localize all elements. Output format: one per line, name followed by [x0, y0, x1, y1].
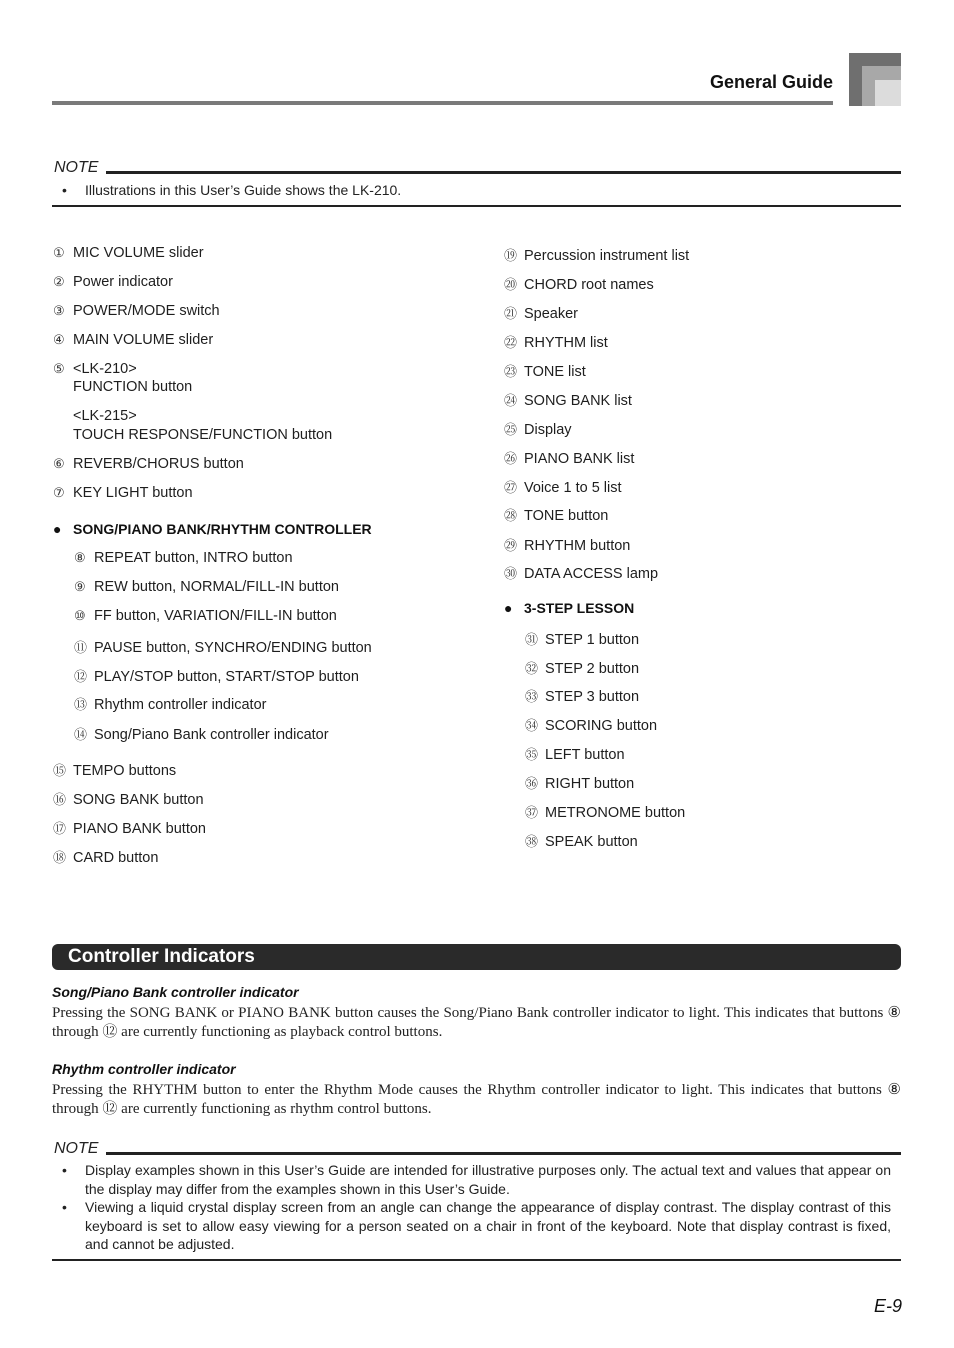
- item-label: Percussion instrument list: [524, 248, 690, 264]
- item-label: PLAY/STOP button, START/STOP button: [94, 669, 359, 685]
- list-item: [525, 802, 685, 821]
- item-label: STEP 2 button: [545, 661, 640, 677]
- header-rule: [52, 101, 833, 105]
- item-number: ④: [53, 332, 65, 347]
- item-label: Song/Piano Bank controller indicator: [94, 727, 329, 743]
- bullet-icon: ●: [53, 521, 62, 537]
- item-number: ⑨: [74, 579, 86, 594]
- note-bottom-rule: [52, 205, 901, 207]
- item-number: ㉔: [504, 393, 518, 408]
- subsection-heading: Song/Piano Bank controller indicator: [52, 984, 299, 1000]
- note-bullet-text: Viewing a liquid crystal display screen from an angle can change the appearance of display contrast. The display contrast of this keyboard is set to allow easy viewing for a person seated on a chair in front of the keyboard. Note that display contrast is fixed, and cannot be adjusted.: [85, 1199, 891, 1252]
- paragraph: Pressing the RHYTHM button to enter the Rhythm Mode causes the Rhythm controller indicator to light. This indicates that buttons ⑧ through ⑫ are currently functioning as rhythm control buttons.: [52, 1082, 901, 1117]
- item-label: Rhythm controller indicator: [94, 697, 267, 713]
- item-number: ⑳: [504, 277, 518, 292]
- item-number: ㉖: [504, 451, 518, 466]
- paragraph: Pressing the SONG BANK or PIANO BANK button causes the Song/Piano Bank controller indicator to light. This indicates that buttons ⑧ through ⑫ are currently functioning as playback control buttons.: [52, 1005, 901, 1040]
- item-number: ⑲: [504, 248, 518, 263]
- item-label: CARD button: [73, 850, 159, 866]
- group-heading: [53, 521, 372, 537]
- list-item: [53, 456, 244, 472]
- item-number: ㉗: [504, 480, 518, 495]
- item-number: ㉛: [525, 632, 539, 647]
- item-label: MAIN VOLUME slider: [73, 332, 214, 348]
- item-number: ㉙: [504, 538, 518, 553]
- item-number: ㉘: [504, 508, 518, 523]
- item-label: REW button, NORMAL/FILL-IN button: [94, 579, 339, 595]
- item-number: ㉓: [504, 364, 518, 379]
- note-label: NOTE: [54, 1140, 99, 1157]
- group-heading: [504, 600, 634, 616]
- item-label: Speaker: [524, 306, 579, 322]
- item-number: ⑮: [53, 763, 67, 778]
- group-heading-text: 3-STEP LESSON: [524, 600, 635, 616]
- list-item: [53, 760, 176, 779]
- item-label: CHORD root names: [524, 277, 654, 293]
- page-header-title: General Guide: [709, 72, 833, 92]
- item-label: DATA ACCESS lamp: [524, 566, 659, 582]
- list-item: [504, 535, 630, 554]
- item-number: ㉑: [504, 306, 518, 321]
- item-number: ㉞: [525, 718, 539, 733]
- list-item: [74, 666, 359, 685]
- list-item: [53, 818, 206, 837]
- item-continuation: <LK-215>: [73, 408, 137, 424]
- item-number: ③: [53, 303, 65, 318]
- corner-tab-decoration-light: [875, 80, 901, 106]
- note-label: NOTE: [54, 159, 99, 176]
- item-label: Voice 1 to 5 list: [524, 480, 622, 496]
- note-bullet: [62, 181, 892, 200]
- item-label: STEP 1 button: [545, 632, 640, 648]
- item-label: TONE button: [524, 508, 609, 524]
- bullet-icon: ●: [504, 600, 513, 616]
- note-bullet-text: Illustrations in this User’s Guide shows the LK-210.: [85, 182, 402, 198]
- section-title: Controller Indicators: [68, 946, 255, 967]
- item-number: ⑬: [74, 697, 88, 712]
- item-number: ⑧: [74, 550, 86, 565]
- item-number: ㉕: [504, 422, 518, 437]
- item-number: ㊳: [525, 834, 539, 849]
- item-label: RHYTHM list: [524, 335, 608, 351]
- item-label: KEY LIGHT button: [73, 485, 193, 501]
- list-item: [504, 332, 608, 351]
- list-item: [525, 744, 625, 763]
- list-item: [53, 303, 220, 319]
- item-number: ②: [53, 274, 65, 289]
- list-item: [525, 715, 657, 734]
- item-number: ㉜: [525, 661, 539, 676]
- item-continuation: FUNCTION button: [73, 379, 193, 395]
- list-item: [53, 274, 173, 290]
- item-label: PAUSE button, SYNCHRO/ENDING button: [94, 640, 372, 656]
- item-label: REPEAT button, INTRO button: [94, 550, 293, 566]
- item-number: ①: [53, 245, 65, 260]
- item-number: ㉚: [504, 566, 518, 581]
- item-label: RIGHT button: [545, 776, 635, 792]
- item-number: ⑰: [53, 821, 67, 836]
- note-top-rule: [106, 171, 901, 174]
- item-number: ⑯: [53, 792, 67, 807]
- list-item: [53, 485, 193, 501]
- item-label: TONE list: [524, 364, 586, 380]
- group-heading-text: SONG/PIANO BANK/RHYTHM CONTROLLER: [73, 521, 372, 537]
- note-bottom-rule: [52, 1259, 901, 1261]
- list-item: [74, 637, 372, 656]
- item-label: MIC VOLUME slider: [73, 245, 204, 261]
- item-label: SONG BANK list: [524, 393, 632, 409]
- list-item: [74, 724, 329, 743]
- list-item: [53, 847, 158, 866]
- item-label: POWER/MODE switch: [73, 303, 220, 319]
- item-number: ⑦: [53, 485, 65, 500]
- bullet-dot: •: [62, 182, 67, 198]
- page-number: E-9: [873, 1296, 902, 1316]
- item-label: LEFT button: [545, 747, 625, 763]
- list-item: [504, 390, 632, 409]
- list-item: [74, 579, 339, 595]
- item-number: ⑥: [53, 456, 65, 471]
- list-item: [74, 694, 266, 713]
- note-bullet: [62, 1198, 891, 1254]
- item-number: ⑪: [74, 640, 88, 655]
- item-label: METRONOME button: [545, 805, 686, 821]
- item-label: TEMPO buttons: [73, 763, 177, 779]
- list-item: [504, 361, 586, 380]
- list-item: [504, 419, 572, 438]
- note-top-rule: [106, 1152, 901, 1155]
- list-item: [504, 448, 634, 467]
- item-number: ㉟: [525, 747, 539, 762]
- item-label: Power indicator: [73, 274, 173, 290]
- list-item: [525, 658, 639, 677]
- item-number: ⑩: [74, 608, 86, 623]
- bullet-dot: •: [62, 1199, 67, 1215]
- item-number: ⑭: [74, 727, 88, 742]
- list-item: [53, 245, 204, 261]
- item-number: ㉝: [525, 689, 539, 704]
- item-label: SONG BANK button: [73, 792, 204, 808]
- list-item: [504, 303, 578, 322]
- note-bullet-text: Display examples shown in this User’s Guide are intended for illustrative purposes only. The actual text and values that appear on the display may differ from the examples shown in this User’s Guide.: [85, 1162, 891, 1197]
- item-label: SPEAK button: [545, 834, 638, 850]
- item-number: ㊱: [525, 776, 539, 791]
- item-number: ㉒: [504, 335, 518, 350]
- subsection-heading: Rhythm controller indicator: [52, 1061, 236, 1077]
- list-item: [53, 361, 137, 377]
- list-item: [504, 274, 654, 293]
- item-number: ㊲: [525, 805, 539, 820]
- list-item: [525, 773, 634, 792]
- item-number: ⑫: [74, 669, 88, 684]
- list-item: [74, 550, 293, 566]
- item-continuation: TOUCH RESPONSE/FUNCTION button: [73, 427, 333, 443]
- list-item: [53, 332, 213, 348]
- item-number: ⑤: [53, 361, 65, 376]
- list-item: [74, 608, 337, 624]
- list-item: [525, 686, 639, 705]
- item-label: RHYTHM button: [524, 538, 631, 554]
- item-label: PIANO BANK list: [524, 451, 635, 467]
- item-label: <LK-210>: [73, 361, 137, 377]
- list-item: [525, 629, 639, 648]
- note-bullet: [62, 1161, 891, 1198]
- item-label: Display: [524, 422, 572, 438]
- list-item: [504, 477, 622, 496]
- list-item: [504, 563, 658, 582]
- item-label: SCORING button: [545, 718, 658, 734]
- item-label: REVERB/CHORUS button: [73, 456, 244, 472]
- list-item: [53, 789, 204, 808]
- item-label: FF button, VARIATION/FILL-IN button: [94, 608, 337, 624]
- item-label: PIANO BANK button: [73, 821, 206, 837]
- bullet-dot: •: [62, 1162, 67, 1178]
- item-number: ⑱: [53, 850, 67, 865]
- list-item: [504, 245, 689, 264]
- item-label: STEP 3 button: [545, 689, 640, 705]
- list-item: [504, 505, 608, 524]
- list-item: [525, 831, 638, 850]
